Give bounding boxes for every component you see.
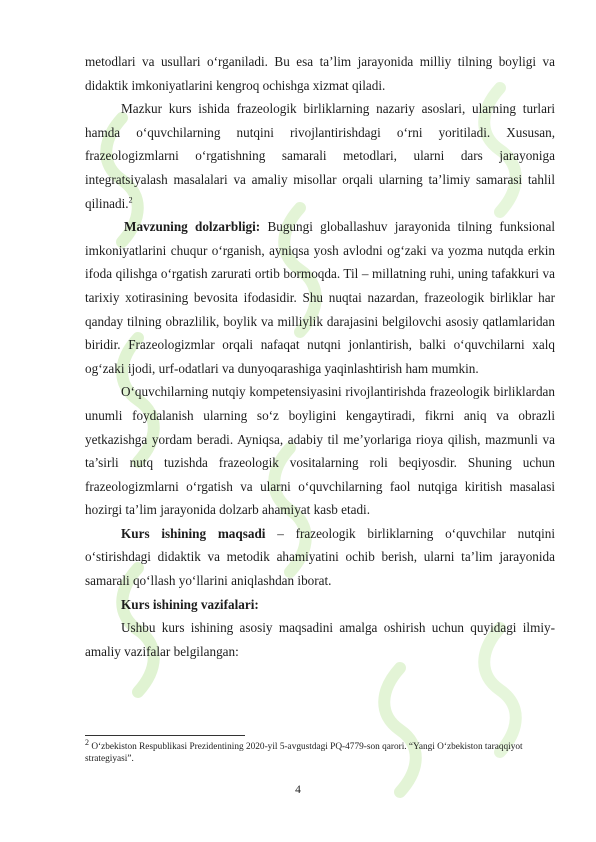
page-body [85,50,555,663]
goal-heading: Kurs ishining maqsadi [121,525,266,541]
footnote-number: 2 [85,737,89,747]
relevance-text: Bugungi globallashuv jarayonida tilning funksional imkoniyatlarini chuqur o‘rganish, ayniqsa yosh avlodni og‘zaki va yozma nutqda erkin ifoda qilishga o‘rgatish zarurati ortib bormoqda. Til – millatning ruhi, uning tafakkuri va tarixiy xotirasining bevosita ifodasidir. Shu nuqtai nazardan, frazeologik birliklar har qanday tilning obrazlilik, boylik va milliylik darajasini belgilovchi asosiy qatlamlaridan biridir. Frazeologizmlar orqali nafaqat nutqni jonlantirish, balki o‘quvchilarni xalq og‘zaki ijodi, urf-odatlari va dunyoqarashiga yaqinlashtirish ham mumkin. [85,219,555,376]
paragraph-continuation: metodlari va usullari o‘rganiladi. Bu esa ta’lim jarayonida milliy tilning boyligi va didaktik imkoniyatlarini kengroq ochishga xizmat qiladi. [85,54,555,93]
paragraph-intro [85,97,555,215]
paragraph-intro-text: Mazkur kurs ishida frazeologik birliklarning nazariy asoslari, ularning turlari hamda o‘quvchilarning nutqini rivojlantirishdagi o‘rni yoritiladi. Xususan, frazeologizmlarni o‘rgatishning samarali metodlari, ularni dars jarayoniga integratsiyalash masalalari va amaliy misollar orqali ularning ta’limiy samarasi tahlil qilinadi. [85,101,555,211]
tasks-heading [85,593,555,617]
footnote-text: O‘zbekiston Respublikasi Prezidentining 2020-yil 5-avgustdagi PQ-4779-son qarori. “Yangi O‘zbekiston taraqqiyot strategiyasi”. [85,742,523,764]
paragraph-competence: O‘quvchilarning nutqiy kompetensiyasini rivojlantirishda frazeologik birliklardan unumli foydalanish ularning so‘z boyligini kengaytiradi, fikrni aniq va obrazli yetkazishga yordam beradi. Ayniqsa, adabiy til me’yorlariga rioya qilish, mazmunli va ta’sirli nutq tuzishda frazeologik vositalarning roli beqiyosdir. Shuning uchun frazeologizmlarni o‘rgatish va ularni o‘quvchilarning faol nutqiga kiritish masalasi hozirgi ta’lim jarayonida dolzarb ahamiyat kasb etadi. [85,384,555,518]
paragraph-relevance [85,215,555,380]
footnote-ref[interactable]: 2 [128,195,133,205]
page-number: 4 [295,784,301,796]
watermark-logo-icon [370,660,430,800]
paragraph-goal [85,522,555,593]
paragraph-tasks-intro: Ushbu kurs ishining asosiy maqsadini amalga oshirish uchun quyidagi ilmiy-amaliy vazifalar belgilangan: [85,620,555,659]
tasks-heading-text: Kurs ishining vazifalari: [121,596,259,612]
goal-text: – frazeologik birliklarning o‘quvchilar nutqini o‘stirishdagi didaktik va metodik ahamiyatini ochib berish, ularni ta’lim jarayonida samarali qo‘llash yo‘llarini aniqlashdan iborat. [85,525,556,589]
footnote [85,737,555,765]
footnote-divider [85,735,245,736]
relevance-heading: Mavzuning dolzarbligi: [124,219,261,235]
